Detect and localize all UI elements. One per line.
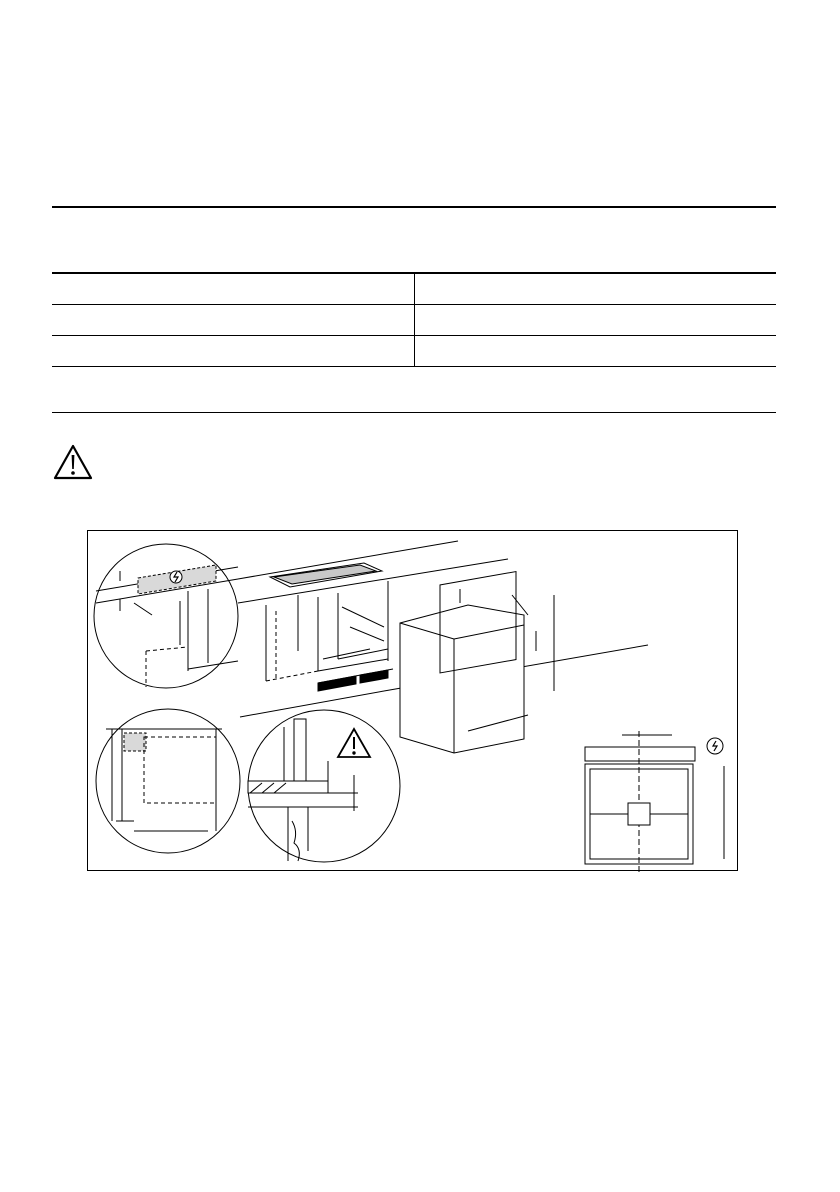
table-row (52, 335, 776, 367)
detail-circle-electrical (94, 544, 238, 688)
table-cell (414, 336, 776, 366)
table-row (52, 304, 776, 335)
installation-figure (87, 530, 738, 871)
oven-drawing (400, 572, 554, 753)
oven-schematic (585, 731, 724, 872)
warning-triangle-icon (53, 444, 93, 480)
table-cell (414, 305, 776, 335)
table-cell (52, 305, 413, 335)
section-divider-bottom (52, 412, 776, 413)
table-row (52, 272, 776, 304)
detail-circle-plan-view (96, 709, 240, 853)
table-cell (52, 274, 413, 304)
specification-table (52, 272, 776, 367)
detail-circle-ventilation (248, 710, 400, 862)
table-cell (414, 274, 776, 304)
section-divider-top (52, 206, 776, 208)
table-cell (52, 336, 413, 366)
